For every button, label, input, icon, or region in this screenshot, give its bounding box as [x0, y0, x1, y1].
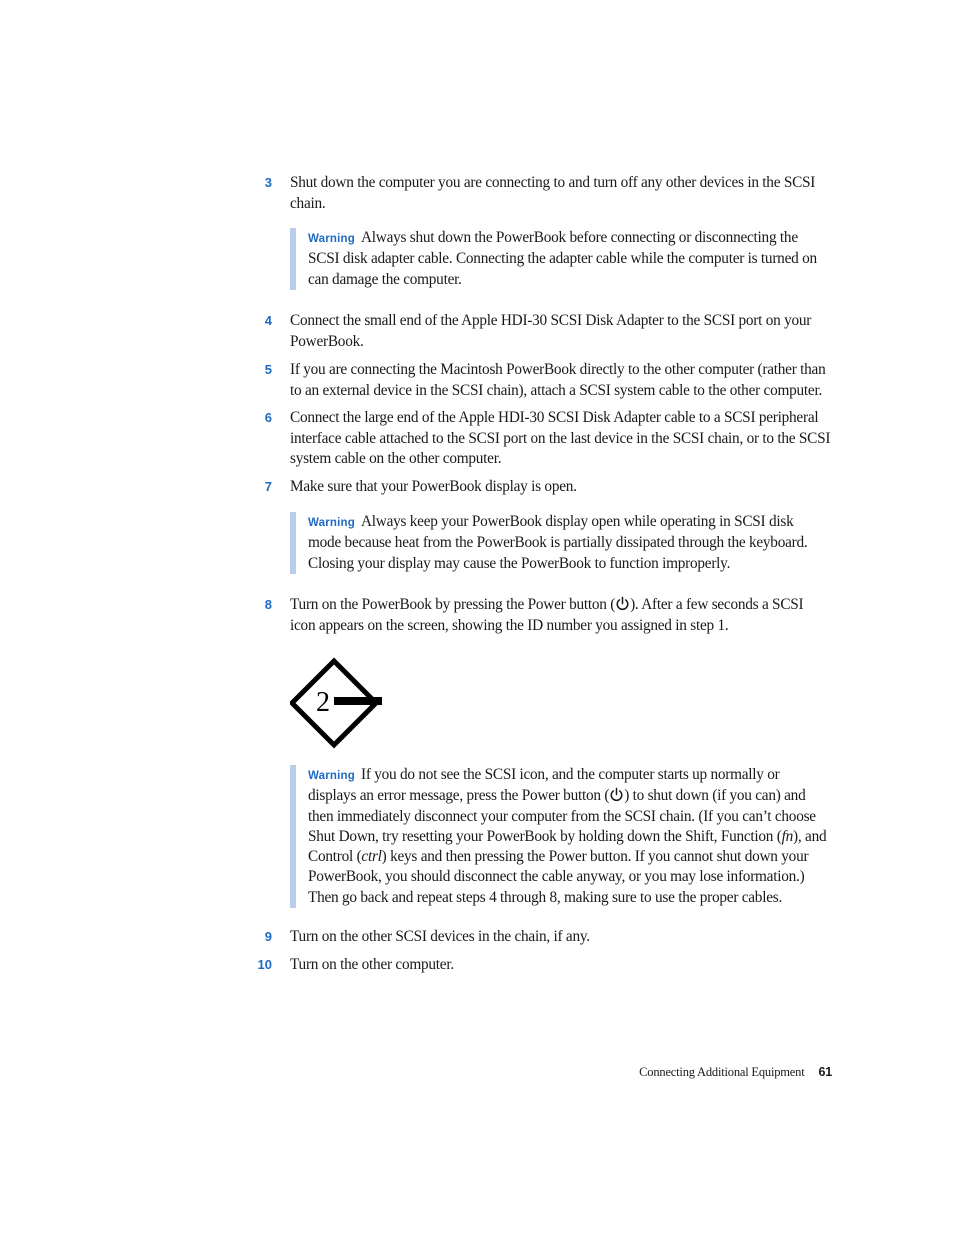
step-number: 3 — [264, 175, 272, 190]
step-text: Make sure that your PowerBook display is open. — [290, 478, 577, 495]
warning-text: Always keep your PowerBook display open while operating in SCSI disk mode because heat from the PowerBook is partially dissipated through the keyboard. Closing your display may cause the PowerBook to function improperly. — [308, 513, 808, 572]
step-number: 6 — [264, 410, 272, 425]
scsi-id-icon — [290, 657, 386, 749]
page-footer — [639, 1064, 832, 1080]
power-icon — [609, 787, 624, 802]
warning-label: Warning — [308, 770, 355, 782]
step-text: Connect the small end of the Apple HDI-30 SCSI Disk Adapter to the SCSI port on your PowerBook. — [290, 312, 812, 350]
power-icon — [615, 596, 630, 611]
warning-box-1 — [290, 228, 830, 290]
warning-label: Warning — [308, 233, 355, 245]
step-number: 5 — [264, 362, 272, 377]
step-number: 7 — [264, 479, 272, 494]
step-number: 10 — [257, 957, 272, 972]
warning-label: Warning — [308, 517, 355, 529]
step-text: If you are connecting the Macintosh PowerBook directly to the other computer (rather than to an external device in the SCSI chain), attach a SCSI system cable to the other computer. — [290, 361, 826, 399]
step-number: 4 — [264, 313, 272, 328]
step-number: 9 — [264, 929, 272, 944]
warning-text: Always shut down the PowerBook before connecting or disconnecting the SCSI disk adapter cable. Connecting the adapter cable while the computer is turned on can damage the computer. — [308, 229, 817, 288]
step-text: Shut down the computer you are connecting to and turn off any other devices in the SCSI chain. — [290, 174, 816, 212]
step-text: Connect the large end of the Apple HDI-30 SCSI Disk Adapter cable to a SCSI peripheral interface cable attached to the SCSI port on the last device in the SCSI chain, or to the SCSI system cable on the other computer. — [290, 409, 831, 467]
warning-box-3: Warning If you do not see the SCSI icon, and the computer starts up normally or displays an error message, press the Power button ( ) to shut down (if you can) and then immediately disconnect your computer from the SCSI chain. (If you can’t choose Shut Down, try resetting your PowerBook by holding down the Shift, Function (fn), and Control (ctrl) keys and then pressing the Power button. If you cannot shut down your PowerBook, you should disconnect the cable anyway, or you may lose information.) Then go back and repeat steps 4 through 8, making sure to use the proper cables. — [290, 765, 830, 908]
step-text: Turn on the other computer. — [290, 956, 454, 973]
step-number: 8 — [264, 597, 272, 612]
footer-section-title: Connecting Additional Equipment — [639, 1065, 805, 1079]
scsi-id-number: 2 — [316, 687, 330, 718]
step-text: Turn on the other SCSI devices in the chain, if any. — [290, 928, 590, 945]
warning-box-2 — [290, 512, 830, 574]
step-text: Turn on the PowerBook by pressing the Power button ( ). After a few seconds a SCSI icon appears on the screen, showing the ID number you assigned in step 1. — [290, 596, 804, 634]
page-number: 61 — [818, 1065, 832, 1079]
